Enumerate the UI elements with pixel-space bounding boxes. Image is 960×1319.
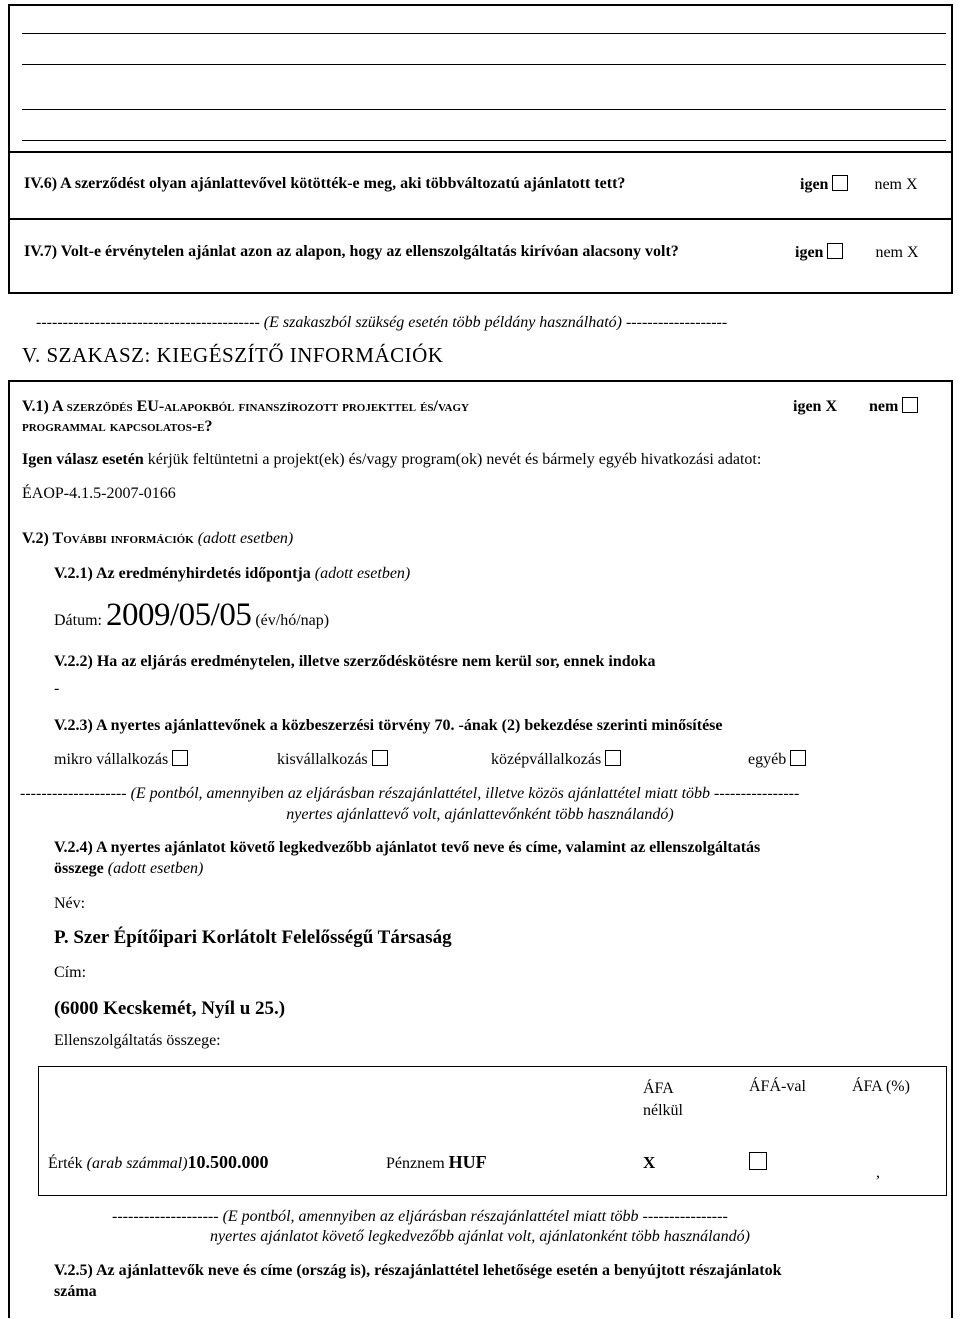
blank-line-4 — [22, 140, 946, 141]
blank-line-1 — [22, 33, 946, 34]
ertek-value: 10.500.000 — [187, 1152, 269, 1172]
section-title: V. SZAKASZ: KIEGÉSZÍTŐ INFORMÁCIÓK — [22, 343, 444, 367]
v24-heading-line1: V.2.4) A nyertes ajánlatot követő legkedvezőbb ajánlatot tevő neve és címe, valamint az ellenszolgáltatás — [54, 839, 761, 856]
size-option-egyeb — [748, 750, 806, 769]
size-option-kozep-checkbox[interactable] — [605, 750, 621, 766]
col-afa-val-header: ÁFÁ-val — [749, 1078, 806, 1095]
v25-heading-line1: V.2.5) Az ajánlattevők neve és címe (ország is), részajánlattétel lehetősége esetén a benyújtott részajánlatok — [54, 1262, 782, 1279]
note-1-dashes-left: -------------------- — [20, 785, 127, 802]
v21-heading-bold: V.2.1) Az eredményhirdetés időpontja — [54, 565, 311, 582]
col-afa-nelkul-header — [643, 1078, 683, 1122]
v2-heading-bold: V.2) További információk — [22, 530, 194, 547]
v24-heading-bold: összege — [54, 860, 104, 877]
table-trailing-comma: , — [876, 1164, 880, 1181]
v1-answers — [793, 397, 918, 416]
size-option-kis-checkbox[interactable] — [372, 750, 388, 766]
size-option-kis-label: kisvállalkozás — [277, 751, 368, 768]
note-2-text: (E pontból, amennyiben az eljárásban részajánlattétel miatt több — [222, 1208, 639, 1225]
v24-heading-italic: (adott esetben) — [107, 860, 204, 877]
iv7-igen-label: igen — [795, 244, 824, 261]
note-2-dashes-left: -------------------- — [112, 1208, 219, 1225]
section-note — [36, 314, 727, 332]
afa-nelkul-mark: X — [643, 1153, 656, 1172]
question-iv6-answers — [800, 175, 918, 194]
size-option-kozep — [491, 750, 621, 769]
v21-heading-italic: (adott esetben) — [314, 565, 411, 582]
size-option-kis — [277, 750, 388, 769]
v1-heading-line1: V.1) A szerződés EU-alapokból finanszírozott projekttel és/vagy — [22, 398, 469, 415]
v25-heading-line2: száma — [54, 1283, 97, 1300]
question-iv7-answers — [795, 243, 919, 262]
v2-heading-italic: (adott esetben) — [197, 530, 294, 547]
penznem-label: Pénznem — [386, 1155, 445, 1172]
v1-heading-line2: programmal kapcsolatos-e? — [22, 418, 213, 435]
v22-value: - — [54, 680, 60, 697]
v1-heading — [22, 397, 469, 437]
v1-instruction — [22, 451, 761, 469]
col-afa-pct-header: ÁFA (%) — [852, 1078, 910, 1095]
v1-nem-label: nem — [869, 398, 899, 415]
question-iv7-text: IV.7) Volt-e érvénytelen ajánlat azon az alapon, hogy az ellenszolgáltatás kirívóan alacsony volt? — [24, 243, 679, 260]
col-afa-nelkul-line1: ÁFA — [643, 1080, 674, 1097]
section-note-dashes-left: ------------------------------------------ — [36, 314, 260, 331]
v2-heading — [22, 530, 293, 548]
size-option-egyeb-checkbox[interactable] — [790, 750, 806, 766]
address-value: (6000 Kecskemét, Nyíl u 25.) — [54, 998, 286, 1019]
name-value: P. Szer Építőipari Korlátolt Felelősségű Társaság — [54, 927, 452, 948]
v24-heading-line2 — [54, 860, 203, 878]
note-1-text: (E pontból, amennyiben az eljárásban részajánlattétel, illetve közös ajánlattétel miatt több — [130, 785, 711, 802]
question-iv7 — [24, 243, 679, 261]
box-divider-2 — [8, 218, 953, 220]
date-value: 2009/05/05 — [106, 597, 252, 633]
amount-label: Ellenszolgáltatás összege: — [54, 1032, 221, 1049]
note-2-dashes-right: ---------------- — [642, 1208, 728, 1225]
date-label: Dátum: — [54, 612, 102, 629]
size-option-mikro-checkbox[interactable] — [172, 750, 188, 766]
name-label: Név: — [54, 895, 86, 912]
v1-instruction-bold: Igen válasz esetén — [22, 451, 144, 468]
ertek-label: Érték — [48, 1155, 83, 1172]
date-row — [54, 597, 329, 634]
iv6-igen-checkbox[interactable] — [832, 175, 848, 191]
box-divider — [8, 151, 953, 153]
iv6-igen-label: igen — [800, 176, 829, 193]
v1-instruction-rest: kérjük feltüntetni a projekt(ek) és/vagy program(ok) nevét és bármely egyéb hivatkozási adatot: — [147, 451, 762, 468]
blank-line-3 — [22, 109, 946, 110]
question-iv6 — [24, 175, 625, 193]
section-note-text: (E szakaszból szükség esetén több példány használható) — [263, 314, 622, 331]
v23-heading-a: V.2.3) A nyertes ajánlattevőnek a közbeszerzési törvény 70. — [54, 717, 455, 734]
iv7-nem-label: nem X — [875, 244, 919, 261]
v23-heading-b: -ának (2) bekezdése szerinti minősítése — [458, 717, 723, 734]
size-option-egyeb-label: egyéb — [748, 751, 787, 768]
v23-heading — [54, 717, 723, 735]
size-option-kozep-label: középvállalkozás — [491, 751, 602, 768]
afa-val-checkbox-wrap — [749, 1152, 767, 1173]
size-option-mikro — [54, 750, 188, 769]
question-iv6-text: IV.6) A szerződést olyan ajánlattevővel kötötték-e meg, aki többváltozatú ajánlatott tett? — [24, 175, 626, 192]
note-1-line2: nyertes ajánlattevő volt, ajánlattevőnként több használandó) — [286, 806, 674, 823]
v1-igen-label: igen X — [793, 398, 837, 415]
size-option-mikro-label: mikro vállalkozás — [54, 751, 169, 768]
note-2-line2: nyertes ajánlatot követő legkedvezőbb ajánlat volt, ajánlatonként több használandó) — [210, 1228, 750, 1245]
v22-heading: V.2.2) Ha az eljárás eredménytelen, illetve szerződéskötésre nem kerül sor, ennek indoka — [54, 653, 656, 670]
date-format: (év/hó/nap) — [255, 612, 330, 629]
penznem-value: HUF — [448, 1152, 487, 1172]
v1-nem-checkbox[interactable] — [902, 397, 918, 413]
ertek-row — [48, 1152, 269, 1173]
col-afa-nelkul-line2: nélkül — [643, 1102, 683, 1119]
penznem-row — [386, 1152, 487, 1173]
amount-table — [38, 1066, 947, 1196]
note-1-line1 — [20, 785, 799, 803]
iv6-nem-label: nem X — [874, 176, 918, 193]
note-2-line1 — [112, 1208, 728, 1226]
note-1-dashes-right: ---------------- — [714, 785, 800, 802]
v1-reference: ÉAOP-4.1.5-2007-0166 — [22, 485, 176, 502]
iv7-igen-checkbox[interactable] — [827, 243, 843, 259]
blank-line-2 — [22, 64, 946, 65]
afa-val-checkbox[interactable] — [749, 1152, 767, 1170]
section-note-dashes-right: ------------------- — [625, 314, 728, 331]
address-label: Cím: — [54, 964, 87, 981]
ertek-italic: (arab számmal) — [86, 1155, 188, 1172]
v21-heading — [54, 565, 410, 583]
